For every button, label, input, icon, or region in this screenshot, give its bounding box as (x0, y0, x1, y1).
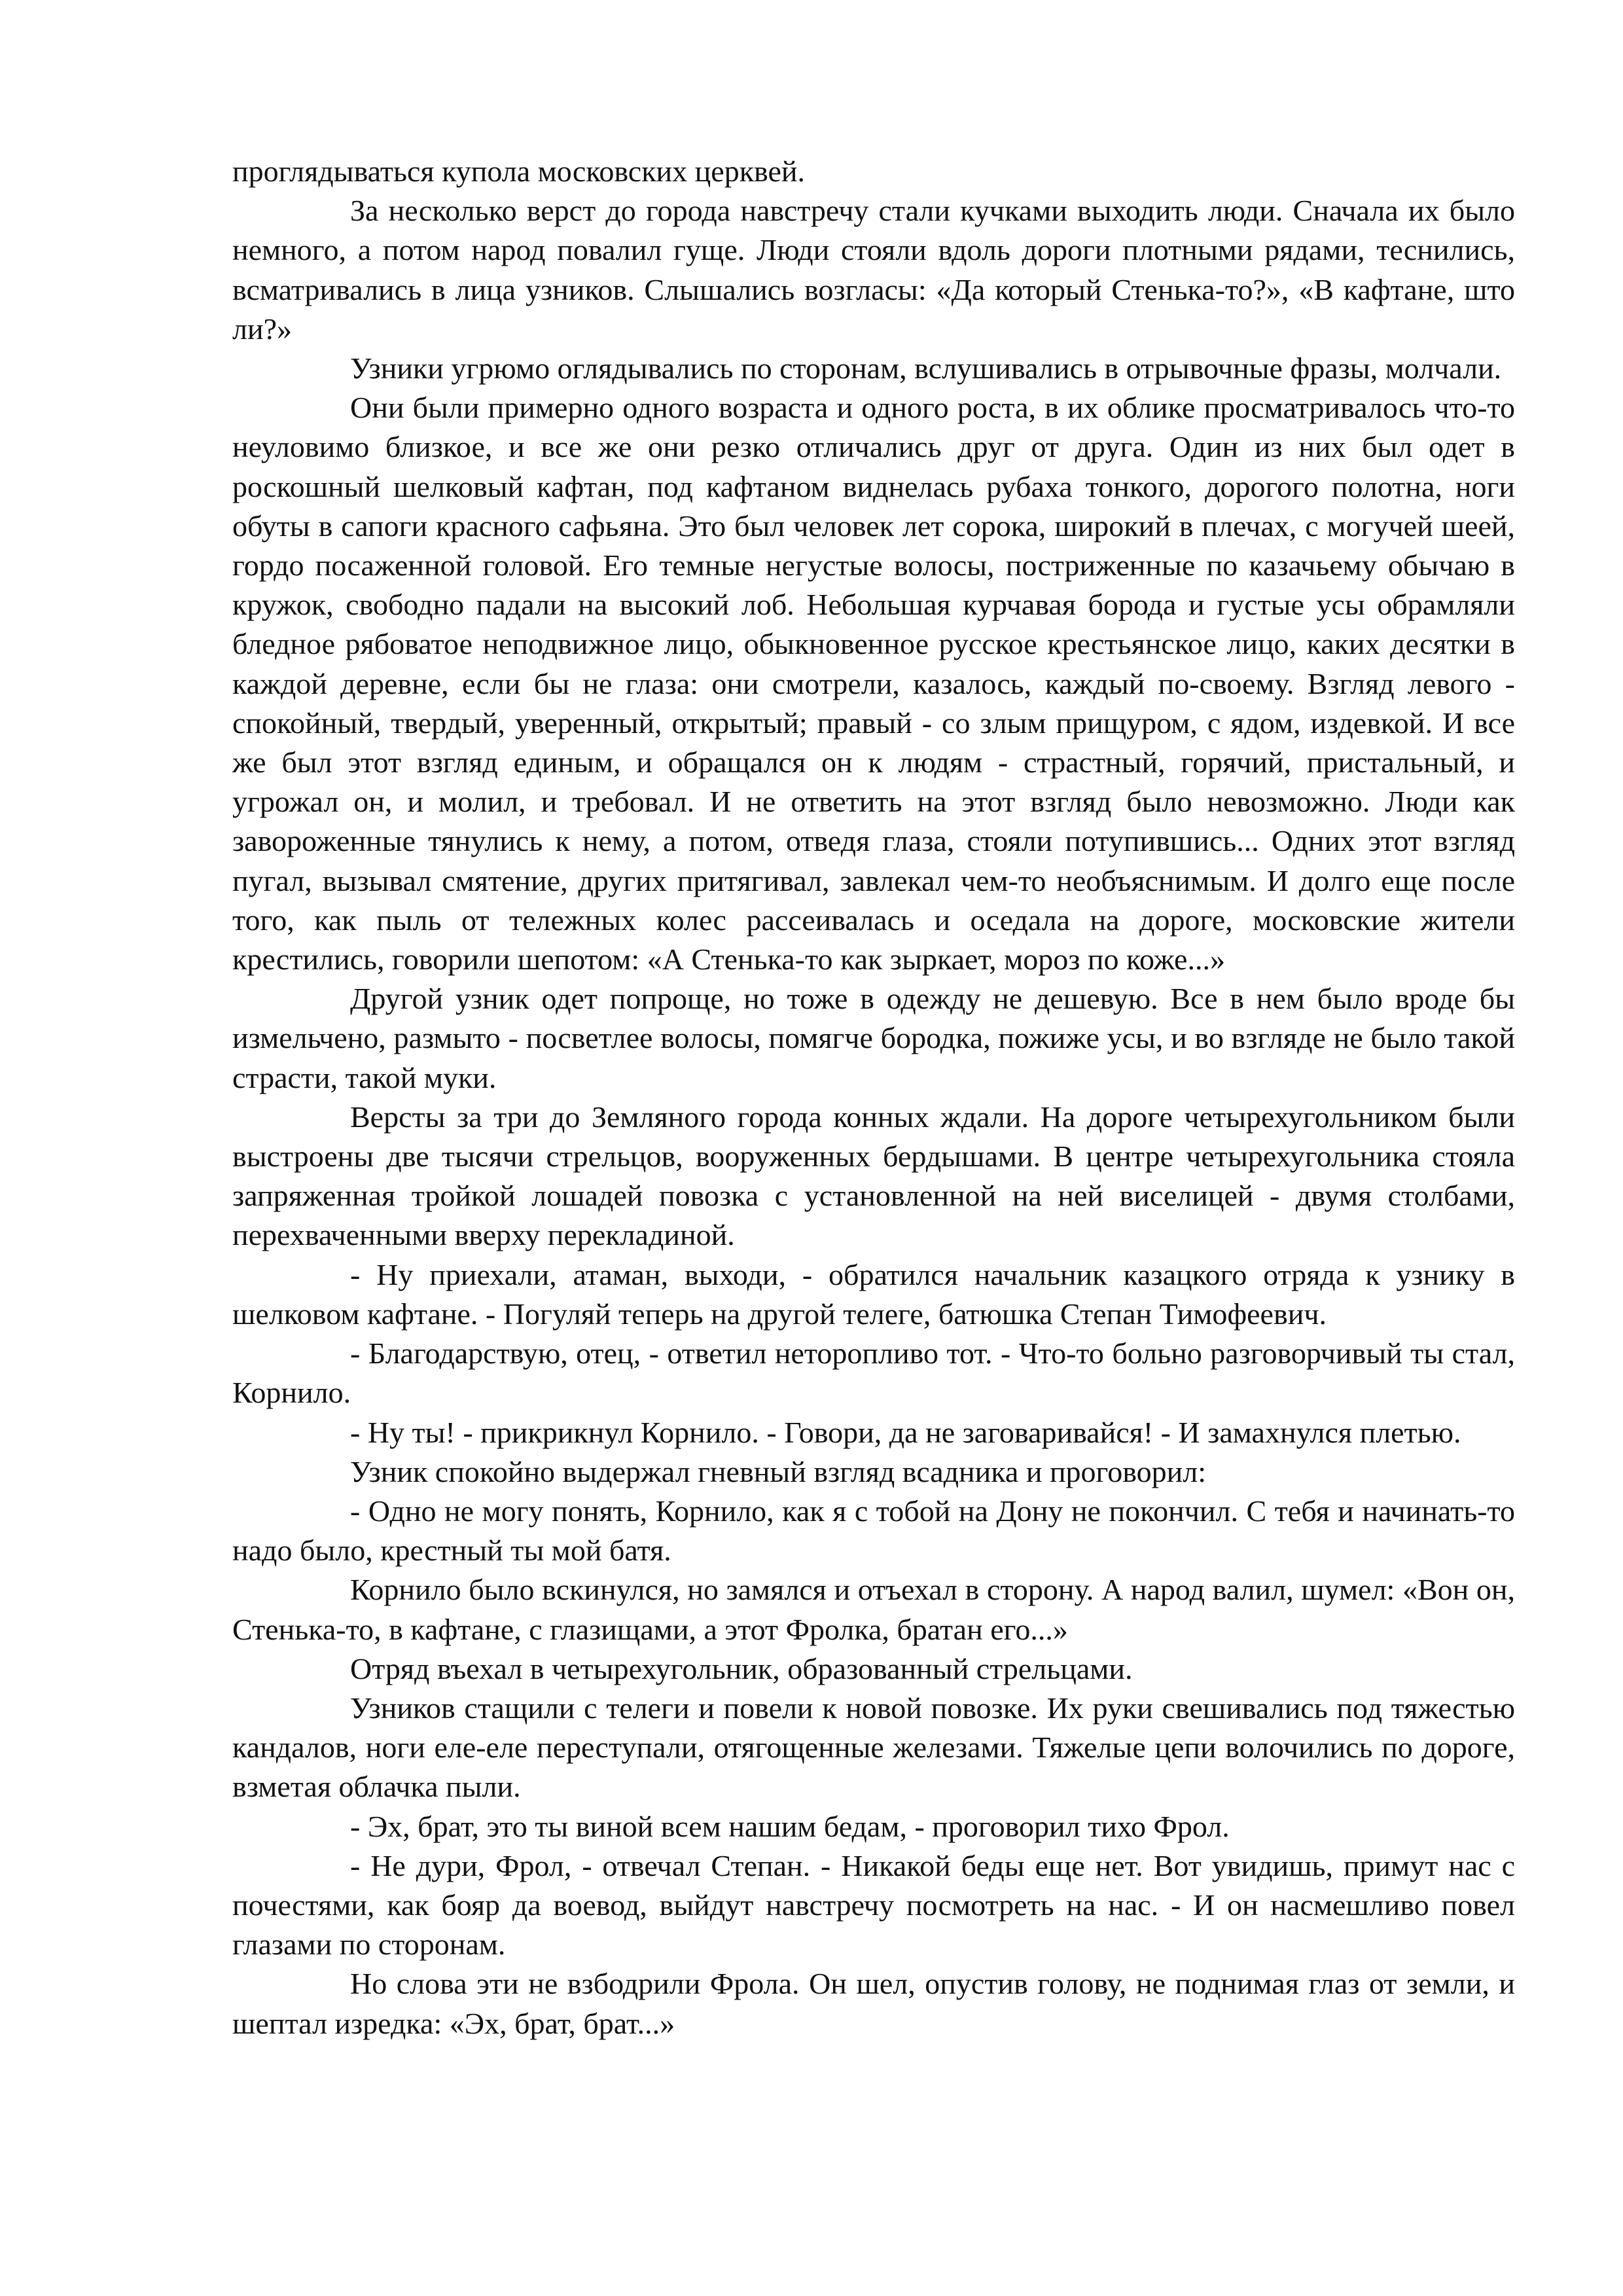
paragraph-11: - Одно не могу понять, Корнило, как я с тобой на Дону не покончил. С тебя и начинать-то надо было, крестный ты мой батя. (232, 1494, 1515, 1568)
paragraph-16: - Не дури, Фрол, - отвечал Степан. - Никакой беды еще нет. Вот увидишь, примут нас с почестями, как бояр да воевод, выйдут навстречу посмотреть на нас. - И он насмешливо повел глазами по сторонам. (232, 1848, 1515, 1962)
paragraph-3: Узники угрюмо оглядывались по сторонам, вслушивались в отрывочные фразы, молчали. (350, 351, 1502, 386)
paragraph-17: Но слова эти не взбодрили Фрола. Он шел, опустив голову, не поднимая глаз от земли, и шептал изредка: «Эх, брат, брат...» (232, 1967, 1515, 2040)
paragraph-7: - Ну приехали, атаман, выходи, - обратился начальник казацкого отряда к узнику в шелковом кафтане. - Погуляй теперь на другой телеге, батюшка Степан Тимофеевич. (232, 1257, 1515, 1331)
paragraph-14: Узников стащили с телеги и повели к новой повозке. Их руки свешивались под тяжестью кандалов, ноги еле-еле переступали, отягощенные железами. Тяжелые цепи волочились по дороге, взметая облачка пыли. (232, 1691, 1515, 1804)
paragraph-9: - Ну ты! - прикрикнул Корнило. - Говори, да не заговаривайся! - И замахнулся плетью. (350, 1415, 1461, 1449)
paragraph-10: Узник спокойно выдержал гневный взгляд всадника и проговорил: (350, 1454, 1207, 1488)
paragraph-8: - Благодарствую, отец, - ответил неторопливо тот. - Что-то больно разговорчивый ты стал, Корнило. (232, 1336, 1515, 1410)
document-page (232, 152, 1515, 2043)
paragraph-15: - Эх, брат, это ты виной всем нашим бедам, - проговорил тихо Фрол. (350, 1809, 1230, 1843)
paragraph-13: Отряд въехал в четырехугольник, образованный стрельцами. (350, 1651, 1133, 1685)
paragraph-4: Они были примерно одного возраста и одного роста, в их облике просматривалось что-то неуловимо близкое, и все же они резко отличались друг от друга. Один из них был одет в роскошный шелковый кафтан, под кафтаном виднелась рубаха тонкого, дорогого полотна, ноги обуты в сапоги красного сафьяна. Это был человек лет сорока, широкий в плечах, с могучей шеей, гордо посаженной головой. Его темные негустые волосы, постриженные по казачьему обычаю в кружок, свободно падали на высокий лоб. Небольшая курчавая борода и густые усы обрамляли бледное рябоватое неподвижное лицо, обыкновенное русское крестьянское лицо, каких десятки в каждой деревне, если бы не глаза: они смотрели, казалось, каждый по-своему. Взгляд левого - спокойный, твердый, уверенный, открытый; правый - со злым прищуром, с ядом, издевкой. И все же был этот взгляд единым, и обращался он к людям - страстный, горячий, пристальный, и угрожал он, и молил, и требовал. И не ответить на этот взгляд было невозможно. Люди как завороженные тянулись к нему, а потом, отведя глаза, стояли потупившись... Одних этот взгляд пугал, вызывал смятение, других притягивал, завлекал чем-то необъяснимым. И долго еще после того, как пыль от тележных колес рассеивалась и оседала на дороге, московские жители крестились, говорили шепотом: «А Стенька-то как зыркает, мороз по коже...» (232, 391, 1515, 977)
paragraph-5: Другой узник одет попроще, но тоже в одежду не дешевую. Все в нем было вроде бы измельчено, размыто - посветлее волосы, помягче бородка, пожиже усы, и во взгляде не было такой страсти, такой муки. (232, 982, 1515, 1094)
paragraph-6: Версты за три до Земляного города конных ждали. На дороге четырехугольником были выстроены две тысячи стрельцов, вооруженных бердышами. В центре четырехугольника стояла запряженная тройкой лошадей повозка с установленной на ней виселицей - двумя столбами, перехваченными вверху перекладиной. (232, 1100, 1515, 1252)
paragraph-2: За несколько верст до города навстречу стали кучками выходить люди. Сначала их было немного, а потом народ повалил гуще. Люди стояли вдоль дороги плотными рядами, теснились, всматривались в лица узников. Слышались возгласы: «Да который Стенька-то?», «В кафтане, што ли?» (232, 194, 1515, 346)
paragraph-1: проглядываться купола московских церквей. (232, 154, 806, 188)
paragraph-12: Корнило было вскинулся, но замялся и отъехал в сторону. А народ валил, шумел: «Вон он, Стенька-то, в кафтане, с глазищами, а этот Фролка, братан его...» (232, 1573, 1515, 1646)
